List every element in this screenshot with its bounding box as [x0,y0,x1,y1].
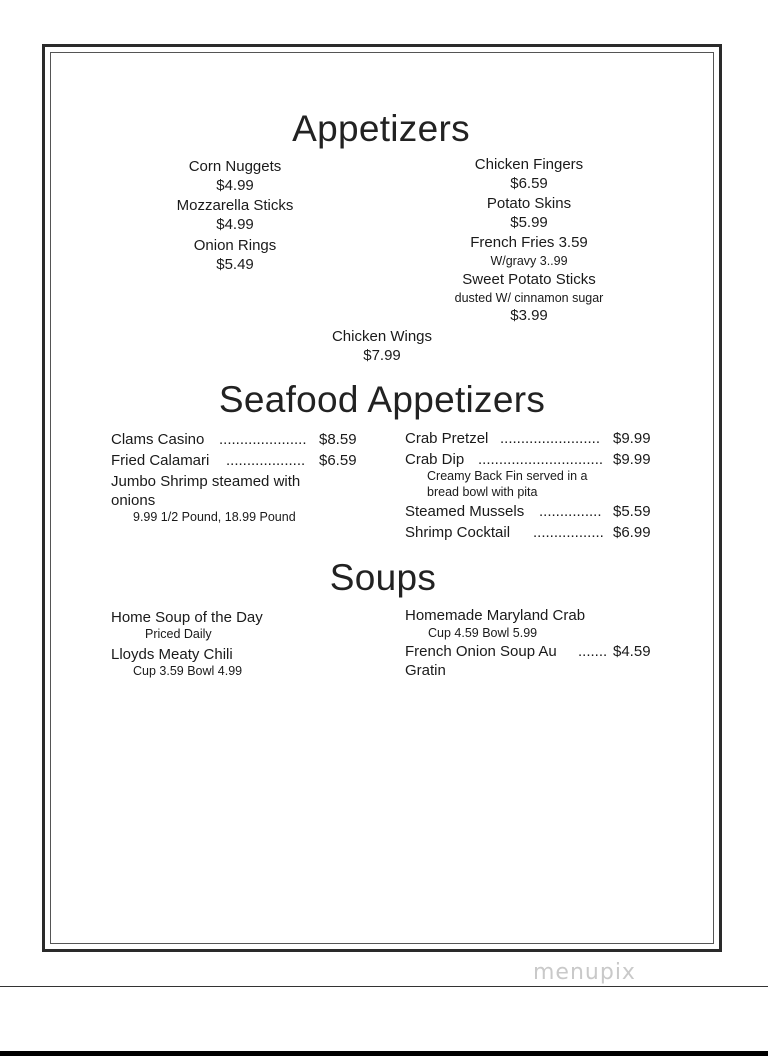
crab-dip-dots: .............................. [478,451,604,468]
shrimp-cocktail-price: $6.99 [613,524,651,541]
lloyds-chili-note: Cup 3.59 Bowl 4.99 [133,664,243,678]
crab-pretzel-dots: ........................ [500,430,601,447]
french-fries-name: French Fries 3.59 [470,234,588,251]
shrimp-cocktail-name: Shrimp Cocktail [405,524,511,541]
steamed-mussels-dots: ............... [539,503,602,520]
onion-rings-name: Onion Rings [193,237,277,254]
fried-calamari-dots: ................... [226,452,306,469]
crab-dip-price: $9.99 [613,451,651,468]
shrimp-cocktail-dots: ................. [533,524,604,541]
french-onion-dots: ....... [578,643,608,660]
seafood-appetizers-heading: Seafood Appetizers [218,379,546,420]
chicken-wings-name: Chicken Wings [331,328,433,345]
corn-nuggets-name: Corn Nuggets [188,158,282,175]
scan-bottom-bar [0,1051,768,1056]
onion-rings-price: $5.49 [216,256,254,273]
fried-calamari-price: $6.59 [319,452,357,469]
potato-skins-name: Potato Skins [486,195,572,212]
sweet-potato-sticks-price: $3.99 [510,307,548,324]
sweet-potato-sticks-name: Sweet Potato Sticks [462,271,596,288]
home-soup-name: Home Soup of the Day [111,609,263,626]
french-onion-price: $4.59 [613,643,651,660]
sweet-potato-sticks-note: dusted W/ cinnamon sugar [454,291,604,305]
maryland-crab-note: Cup 4.59 Bowl 5.99 [428,626,538,640]
potato-skins-price: $5.99 [510,214,548,231]
appetizers-heading: Appetizers [292,108,470,149]
fried-calamari-name: Fried Calamari [111,452,210,469]
chicken-fingers-price: $6.59 [510,175,548,192]
jumbo-shrimp-name-line1: Jumbo Shrimp steamed with [111,473,301,490]
crab-pretzel-name: Crab Pretzel [405,430,489,447]
steamed-mussels-name: Steamed Mussels [405,503,525,520]
chicken-fingers-name: Chicken Fingers [474,156,584,173]
clams-casino-name: Clams Casino [111,431,205,448]
corn-nuggets-price: $4.99 [216,177,254,194]
french-fries-note: W/gravy 3..99 [490,254,568,268]
clams-casino-dots: ..................... [219,431,307,448]
crab-pretzel-price: $9.99 [613,430,651,447]
page-edge-line [0,986,768,987]
jumbo-shrimp-note: 9.99 1/2 Pound, 18.99 Pound [133,510,296,524]
soups-heading: Soups [329,557,437,598]
home-soup-note: Priced Daily [145,627,212,641]
lloyds-chili-name: Lloyds Meaty Chili [111,646,233,663]
crab-dip-name: Crab Dip [405,451,465,468]
clams-casino-price: $8.59 [319,431,357,448]
maryland-crab-name: Homemade Maryland Crab [405,607,586,624]
steamed-mussels-price: $5.59 [613,503,651,520]
menupix-watermark: menupix [533,960,636,985]
french-onion-name-line2: Gratin [405,662,446,679]
crab-dip-note-line2: bread bowl with pita [427,485,538,499]
mozzarella-sticks-price: $4.99 [216,216,254,233]
jumbo-shrimp-name-line2: onions [111,492,156,509]
chicken-wings-price: $7.99 [363,347,401,364]
mozzarella-sticks-name: Mozzarella Sticks [176,197,294,214]
crab-dip-note-line1: Creamy Back Fin served in a [427,469,588,483]
french-onion-name-line1: French Onion Soup Au [405,643,557,660]
